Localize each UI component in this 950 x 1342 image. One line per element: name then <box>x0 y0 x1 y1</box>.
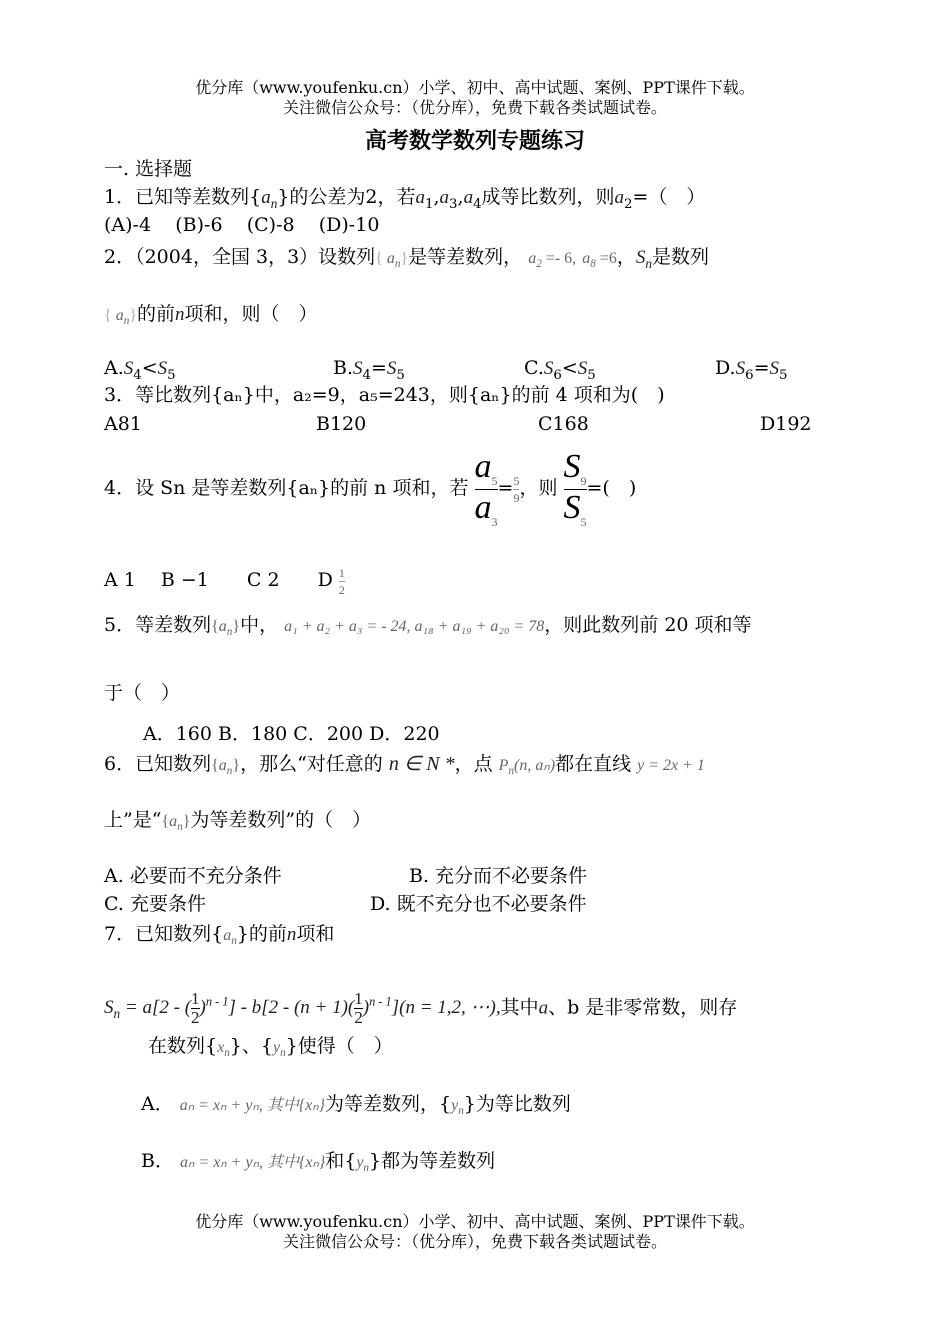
q1-option-d: (D)-10 <box>318 214 380 236</box>
q6-option-c: C. 充要条件 <box>104 893 206 915</box>
question-3: 3．等比数列{aₙ}中，a₂=9，a₅=243，则{aₙ}的前 4 项和为( ) <box>104 384 665 406</box>
q2-option-a: $A.S_4<S_5$ <box>104 357 176 383</box>
question-5-line-2: 于（ ） <box>104 682 181 704</box>
q6-option-a: A. 必要而不充分条件 <box>104 865 282 887</box>
header-line-1: 优分库（www.youfenku.cn）小学、初中、高中试题、案例、PPT课件下载。 <box>195 78 755 97</box>
question-1: 1．已知等差数列$\{a_n\}$的公差为2，若$a_1,a_3,a_4$成等比数列，则$a_2=$（ ） <box>104 186 706 212</box>
n-in-naturals: n ∈ N * <box>388 753 455 775</box>
q6-option-d: D. 既不充分也不必要条件 <box>370 893 587 915</box>
fraction-one-half: $\frac{1}{2}$ <box>338 565 345 597</box>
sum-formula: $S_n = a[2$ - ( $\frac{1}{2}$ )$^{n - 1}$] - b[2 - (n + 1)( $\frac{1}{2}$ )$^{n - 1}$](n = 1,2, ⋯), <box>104 989 501 1028</box>
section-heading: 一. 选择题 <box>104 158 193 180</box>
question-7: 7．已知数列$\{a_n\}$的前n项和 <box>104 923 335 948</box>
seq-an-brace: $\{a_n\}$ <box>161 813 191 834</box>
q6-option-b: B. 充分而不必要条件 <box>409 865 588 887</box>
fraction-s9-over-s5: $\frac{S_9}{S_5}$ <box>563 447 587 529</box>
q3-option-a: A81 <box>104 413 142 435</box>
seq-an-brace: { $a_n$} <box>104 307 137 328</box>
q7-option-b: B． aₙ = xₙ + yₙ, 其中{xₙ}和$\{y_n\}$都为等差数列 <box>141 1150 496 1175</box>
question-7-formula: $S_n = a[2$ - ( $\frac{1}{2}$ )$^{n - 1}$] - b[2 - (n + 1)( $\frac{1}{2}$ )$^{n - 1}$](n = 1,2, ⋯),其中a、b 是非零常数，则存 <box>104 989 738 1028</box>
q2-option-d: $D.S_6=S_5$ <box>715 357 788 383</box>
sum-condition: a₁ + a₂ + a₃ = - 24, a₁₈ + a₁₉ + a₂₀ = 78 <box>284 618 545 635</box>
fraction-a5-over-a3: $\frac{a_5}{a_3}$ <box>474 447 498 529</box>
q3-option-c: C168 <box>538 413 589 435</box>
question-2-line-2: { $a_n$}的前n项和，则（ ） <box>104 303 318 328</box>
question-7-line-3: 在数列$\{x_n\}$、$\{y_n\}$使得（ ） <box>148 1035 393 1060</box>
q2-option-c: $C.S_6<S_5$ <box>524 357 596 383</box>
q1-option-b: (B)-6 <box>175 214 223 236</box>
question-6: 6．已知数列$\{a_n\}$，那么“对任意的 n ∈ N *，点 $P_n(n$, aₙ)都在直线 y = 2x + 1 <box>104 753 705 778</box>
question-4-options: A 1 B −1 C 2 D $\frac{1}{2}$ <box>104 565 345 597</box>
q7-option-a: A． aₙ = xₙ + yₙ, 其中{xₙ}为等差数列，$\{y_n\}$为等比数列 <box>141 1093 571 1118</box>
q3-option-d: D192 <box>760 413 812 435</box>
line-equation: y = 2x + 1 <box>637 757 705 774</box>
condition-a8: $a_8 =6$ <box>582 250 617 271</box>
point-pn: $P_n(n$, aₙ) <box>498 757 556 778</box>
question-5: 5．等差数列$\{a_n\}$中， a₁ + a₂ + a₃ = - 24, a₁₈ + a₁₉ + a₂₀ = 78，则此数列前 20 项和等 <box>104 614 752 639</box>
q1-option-c: (C)-8 <box>246 214 295 236</box>
page-title: 高考数学数列专题练习 <box>364 128 585 154</box>
seq-an-brace: $\{a_n\}$ <box>211 757 241 778</box>
seq-an-brace: { $a_n$} <box>375 250 409 271</box>
question-1-options <box>104 213 379 237</box>
footer-line-2: 关注微信公众号：（优分库），免费下载各类试题试卷。 <box>282 1232 667 1251</box>
question-5-options: A．160 B．180 C．200 D．220 <box>143 723 440 745</box>
q1-option-a: (A)-4 <box>104 214 152 236</box>
question-6-line-2: 上”是“$\{a_n\}$为等差数列”的（ ） <box>104 809 372 834</box>
q2-option-b: $B.S_4=S_5$ <box>333 357 405 383</box>
footer-line-1: 优分库（www.youfenku.cn）小学、初中、高中试题、案例、PPT课件下载。 <box>195 1212 755 1231</box>
condition-a2: $a_2 =- 6$, <box>528 250 577 271</box>
fraction-5-over-9: $\frac{5}{9}$ <box>513 473 520 505</box>
q3-option-b: B120 <box>316 413 367 435</box>
question-2: 2．（2004，全国 3，3）设数列{ $a_n$}是等差数列， $a_2 =- 6$, $a_8 =6$，$S_n$是数列 <box>104 246 710 271</box>
seq-an-brace: $\{a_n\}$ <box>211 618 241 639</box>
header-line-2: 关注微信公众号：（优分库），免费下载各类试题试卷。 <box>282 98 667 117</box>
question-4: 4．设 Sn 是等差数列{aₙ}的前 n 项和，若 $\frac{a_5}{a_3}$ = $\frac{5}{9}$ ，则 $\frac{S_9}{S_5}$ =( ) <box>104 447 637 529</box>
